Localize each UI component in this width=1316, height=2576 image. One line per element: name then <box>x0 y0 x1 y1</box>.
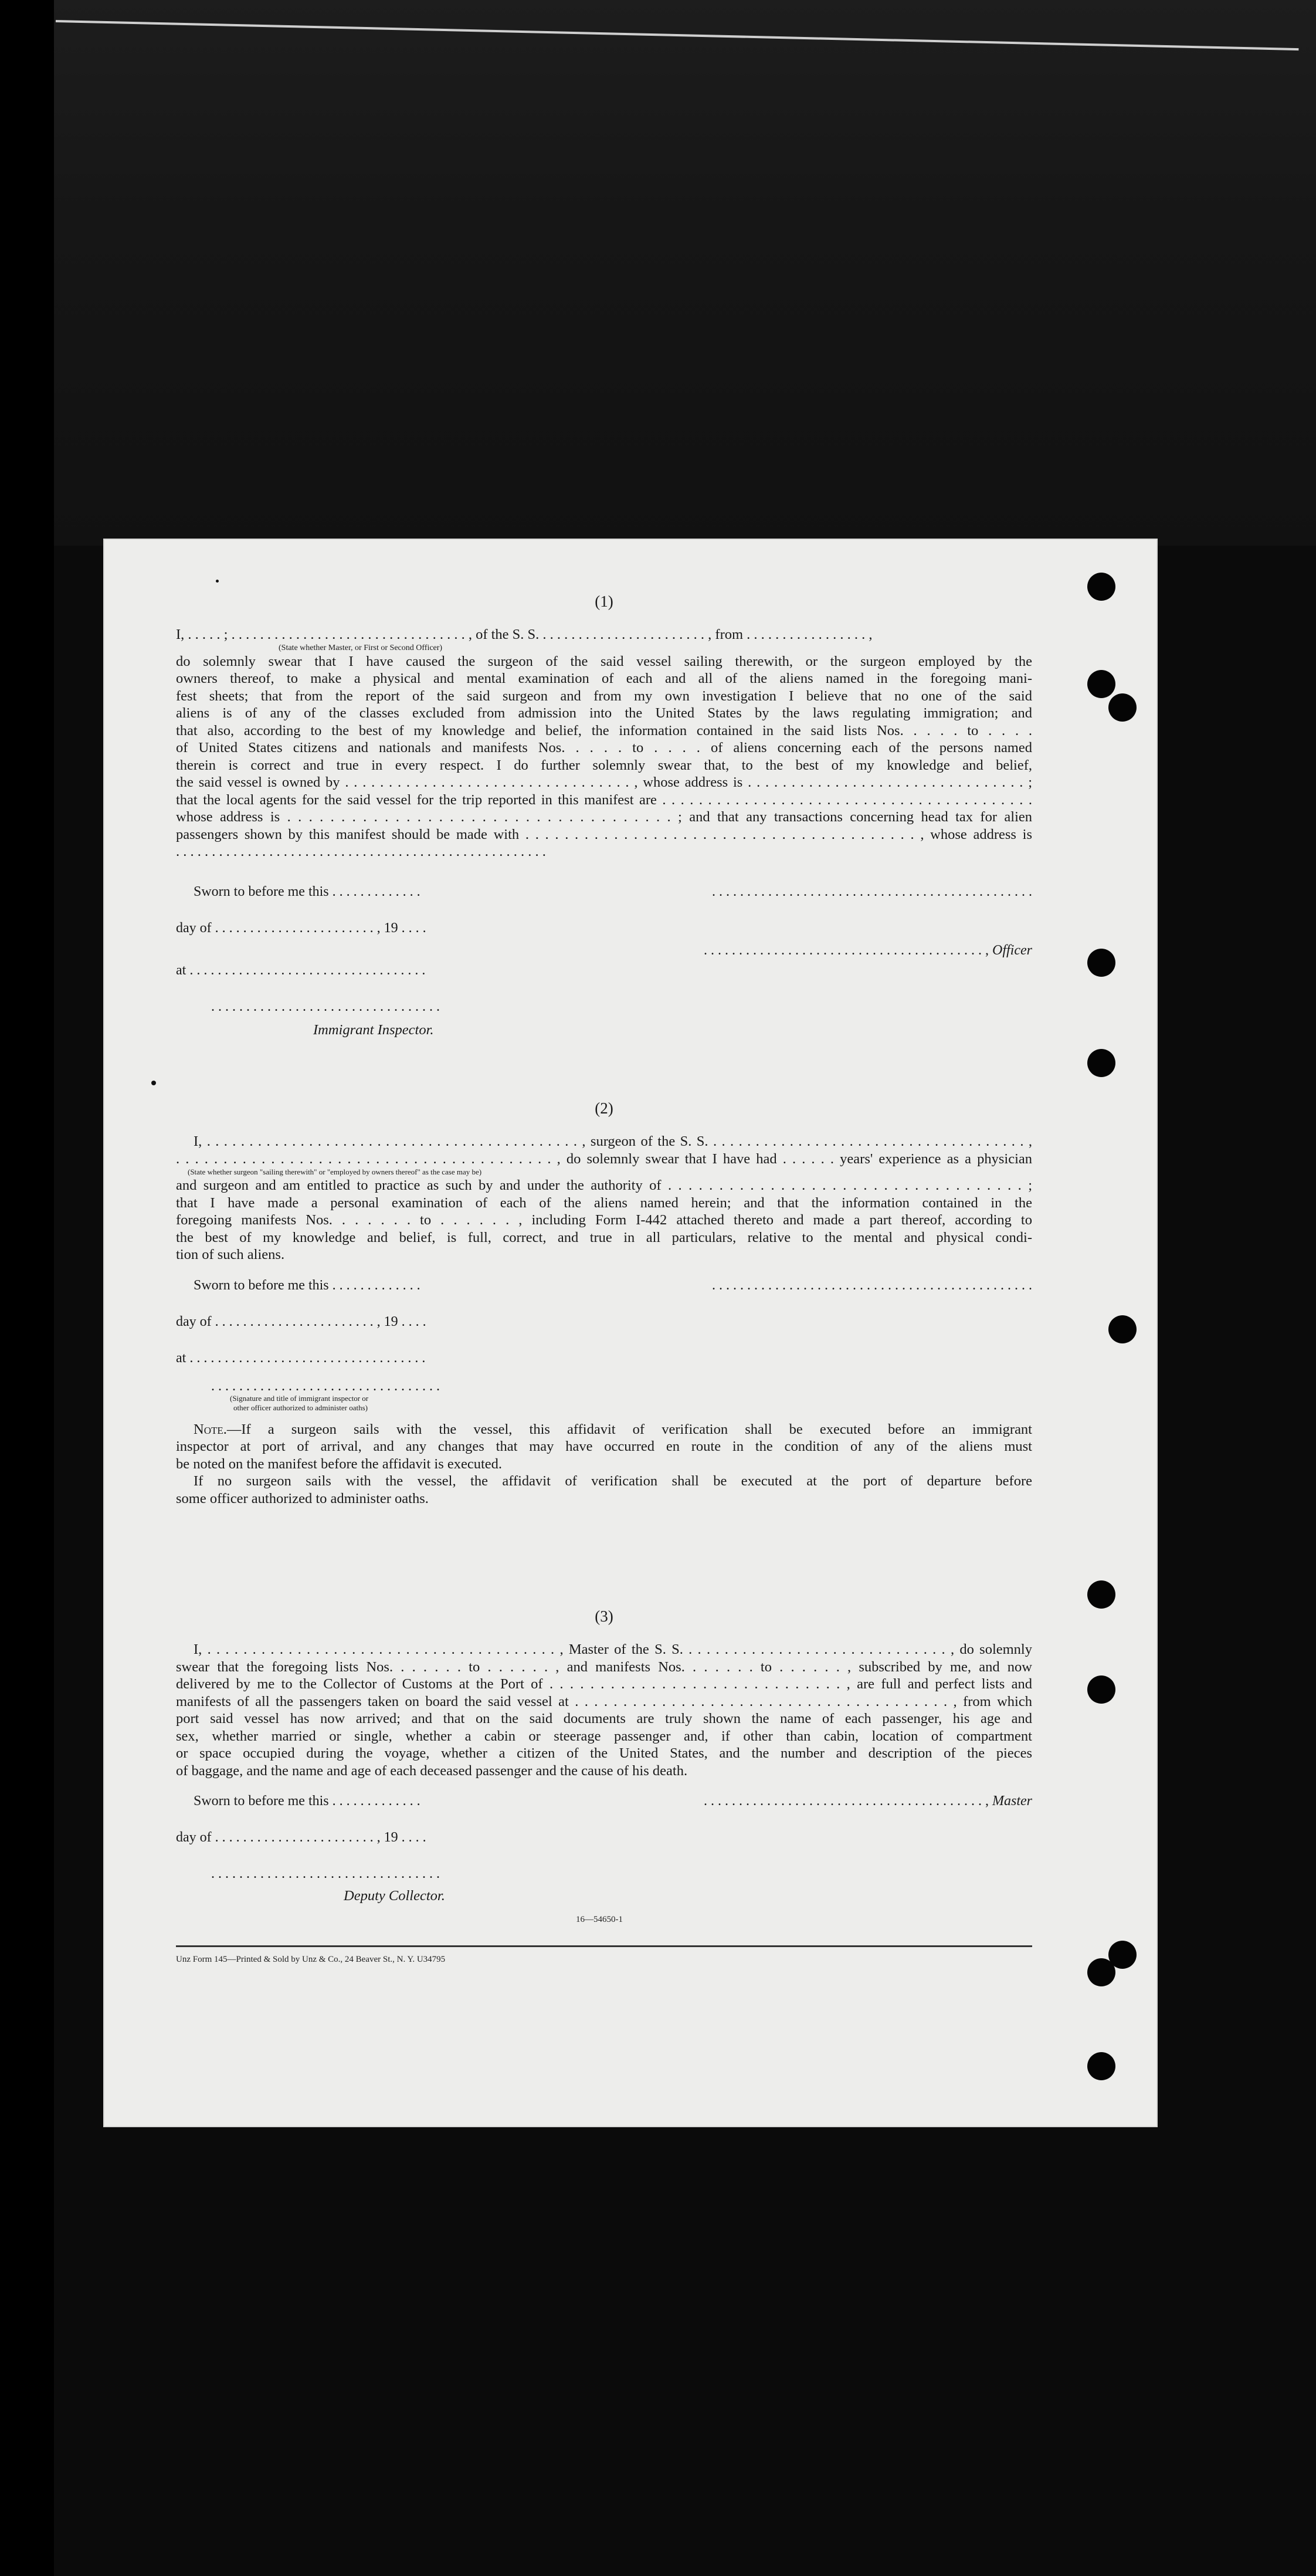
place-row <box>176 1350 1032 1370</box>
oath-body-line: I, . . . . . . . . . . . . . . . . . . . . . . . . . . . . . . . . . . . . . . . , Master of the S. S. . . . . . . . . . . . . . . . . . . . . . . . . . . . . . , do solemnly <box>194 1641 1032 1657</box>
officer-signature-line: . . . . . . . . . . . . . . . . . . . . . . . . . . . . . . . . . . . . . . . . , <box>704 942 993 958</box>
note-text: —If a surgeon sails with the vessel, this affidavit of verification shall be executed before an immigrant <box>226 1421 1032 1437</box>
date-row <box>176 1830 1032 1850</box>
oath-body-line: . . . . . . . . . . . . . . . . . . . . . . . . . . . . . . . . . . . . . . . . . . . . . . . . . . . . <box>176 844 546 859</box>
sworn-label: Sworn to before me this . . . . . . . . . . . . . <box>194 1277 420 1293</box>
form-number: 16—54650-1 <box>576 1915 623 1924</box>
printer-imprint: Unz Form 145—Printed & Sold by Unz & Co., 24 Beaver St., N. Y. U34795 <box>176 1955 446 1964</box>
note-line: inspector at port of arrival, and any changes that may have occurred en route in the condition of any of the aliens must <box>176 1438 1032 1454</box>
rank-instruction: (State whether Master, or First or Second Officer) <box>279 643 443 652</box>
day-of-label: day of . . . . . . . . . . . . . . . . . . . . . . . , 19 . . . . <box>176 1314 426 1329</box>
oath-body-line: owners thereof, to make a physical and mental examination of each and all of the aliens named in the foregoing mani- <box>176 671 1032 686</box>
date-row <box>176 1314 1032 1334</box>
section-3-master-manifest-oath <box>176 1607 1032 1905</box>
binder-hole <box>1108 693 1137 722</box>
day-of-label: day of . . . . . . . . . . . . . . . . . . . . . . . , 19 . . . . <box>176 1830 426 1845</box>
note-line <box>176 1421 1032 1438</box>
oath-body-line: fest sheets; that from the report of the said surgeon and from my own investigation I believe that no one of the said <box>176 688 1032 704</box>
oath-body-line: the best of my knowledge and belief, is full, correct, and true in all particulars, relative to the mental and physical condi- <box>176 1229 1032 1245</box>
oath-body-line: passengers shown by this manifest should be made with . . . . . . . . . . . . . . . . . . . . . . . . . . . . . . . . . . . . . . . . , whose address is <box>176 826 1032 842</box>
dust-speck <box>216 580 219 583</box>
sworn-row <box>176 1793 1032 1813</box>
oath-body-line: swear that the foregoing lists Nos. . . . . . . to . . . . . . , and manifests Nos. . . . . . . to . . . . . . , subscribed by me, and now <box>176 1658 1032 1675</box>
at-label: at . . . . . . . . . . . . . . . . . . . . . . . . . . . . . . . . . . <box>176 1350 426 1366</box>
officer-signature-line: . . . . . . . . . . . . . . . . . . . . . . . . . . . . . . . . . <box>211 1378 440 1394</box>
oath-body-line: do solemnly swear that I have caused the surgeon of the said vessel sailing therewith, or the surgeon employed by the <box>176 653 1032 669</box>
dust-speck <box>151 1081 156 1085</box>
oath-body-line: sex, whether married or single, whether a cabin or steerage passenger and, if other than cabin, location of compartment <box>176 1728 1032 1744</box>
signature-instruction: other officer authorized to administer oaths) <box>233 1403 368 1412</box>
section-number: (3) <box>595 1607 613 1625</box>
oath-body-line: port said vessel has now arrived; and that on the said documents are truly shown the name of each passenger, his age and <box>176 1711 1032 1727</box>
oath-body-line: that also, according to the best of my knowledge and belief, the information contained in the said lists Nos. . . . . to . . . . <box>176 722 1032 739</box>
collector-title: Deputy Collector. <box>344 1888 445 1904</box>
oath-body-line: the said vessel is owned by . . . . . . . . . . . . . . . . . . . . . . . . . . . . . . . . . , whose address is . . . . . . . . . . . . . . . . . . . . . . . . . . . . . . . . ; <box>176 774 1032 790</box>
oath-opening-line: I, . . . . . . . . . . . . . . . . . . . . . . . . . . . . . . . . . . . . . . . . . . . . , surgeon of the S. S. . . . . . . . . . . . . . . . . . . . . . . . . . . . . . . . . . . . . . , <box>194 1133 1032 1149</box>
section-number: (2) <box>595 1099 613 1117</box>
oath-body-line: delivered by me to the Collector of Customs at the Port of . . . . . . . . . . . . . . . . . . . . . . . . . . . . . , are full and perfect lists and <box>176 1676 1032 1692</box>
at-label: at . . . . . . . . . . . . . . . . . . . . . . . . . . . . . . . . . . <box>176 962 426 978</box>
signature-instruction: (Signature and title of immigrant inspector or <box>230 1393 369 1403</box>
affidavit-form-page <box>104 540 1156 2126</box>
date-row <box>176 920 1032 940</box>
oath-body-line: therein is correct and true in every respect. I do further solemnly swear that, to the best of my knowledge and belief, <box>176 757 1032 773</box>
binder-hole <box>1087 670 1115 698</box>
binder-hole <box>1087 573 1115 601</box>
binder-hole <box>1087 1049 1115 1077</box>
binder-hole <box>1087 949 1115 977</box>
inspector-signature-line: . . . . . . . . . . . . . . . . . . . . . . . . . . . . . . . . . <box>211 998 440 1014</box>
officer-title: Officer <box>992 942 1032 958</box>
sworn-label: Sworn to before me this . . . . . . . . . . . . . <box>194 884 420 899</box>
place-row <box>176 963 1032 983</box>
oath-body-line: of baggage, and the name and age of each deceased passenger and the cause of his death. <box>176 1762 688 1779</box>
oath-body-line: of United States citizens and nationals and manifests Nos. . . . . to . . . . of aliens concerning each of the persons named <box>176 740 1032 756</box>
officer-signature-row <box>176 1379 1032 1394</box>
binder-hole <box>1087 1675 1115 1704</box>
collector-signature-row <box>176 1866 1032 1886</box>
master-title: Master <box>992 1793 1032 1809</box>
signature-line: . . . . . . . . . . . . . . . . . . . . . . . . . . . . . . . . . . . . . . . . . . . . . . <box>712 884 1032 899</box>
oath-body-line: or space occupied during the voyage, whether a citizen of the United States, and the number and description of the pieces <box>176 1745 1032 1761</box>
binder-hole <box>1108 1315 1137 1343</box>
binder-hole <box>1087 1580 1115 1609</box>
sworn-row <box>176 1278 1032 1298</box>
surgeon-status-instruction: (State whether surgeon "sailing therewith" or "employed by owners thereof" as the case may be) <box>188 1167 482 1176</box>
oath-body-line: whose address is . . . . . . . . . . . . . . . . . . . . . . . . . . . . . . . . . . . . ; and that any transactions concerning head tax for alien <box>176 809 1032 825</box>
note-line: be noted on the manifest before the affidavit is executed. <box>176 1455 503 1472</box>
note-label: Note. <box>194 1421 227 1437</box>
oath-opening-line: . . . . . . . . . . . . . . . . . . . . . . . . . . . . . . . . . . . . . . . . , do solemnly swear that I have had . . . . . . years' experience as a physician <box>176 1150 1032 1167</box>
sworn-label: Sworn to before me this . . . . . . . . . . . . . <box>194 1793 420 1809</box>
inspector-title: Immigrant Inspector. <box>313 1021 434 1038</box>
sworn-row <box>176 884 1032 904</box>
note-line: If no surgeon sails with the vessel, the affidavit of verification shall be executed at the port of departure before <box>194 1473 1032 1489</box>
scanner-background <box>0 0 1316 546</box>
oath-body-line: that I have made a personal examination of each of the aliens named herein; and that the information contained in the <box>176 1194 1032 1211</box>
scanner-left-margin <box>0 0 54 2576</box>
oath-body-line: and surgeon and am entitled to practice as such by and under the authority of . . . . . . . . . . . . . . . . . . . . . . . . . . . . . . . . . . . ; <box>176 1177 1032 1193</box>
collector-signature-line: . . . . . . . . . . . . . . . . . . . . . . . . . . . . . . . . . <box>211 1866 440 1881</box>
section-2-surgeon-oath <box>176 1099 1032 1507</box>
binder-hole <box>1087 2052 1115 2080</box>
signature-line: . . . . . . . . . . . . . . . . . . . . . . . . . . . . . . . . . . . . . . . . . . . . . . <box>712 1277 1032 1293</box>
oath-body-line: foregoing manifests Nos. . . . . . . to . . . . . . , including Form I-442 attached thereto and made a part thereof, according to <box>176 1212 1032 1228</box>
oath-body-line: that the local agents for the said vessel for the trip reported in this manifest are . . . . . . . . . . . . . . . . . . . . . . . . . . . . . . . . . . . . . . . . . <box>176 791 1032 808</box>
oath-body-line: aliens is of any of the classes excluded from admission into the United States by the laws regulating immigration; and <box>176 705 1032 721</box>
officer-row <box>176 943 1032 963</box>
day-of-label: day of . . . . . . . . . . . . . . . . . . . . . . . , 19 . . . . <box>176 920 426 936</box>
master-signature-line: . . . . . . . . . . . . . . . . . . . . . . . . . . . . . . . . . . . . . . . . , <box>704 1793 992 1809</box>
oath-body-line: manifests of all the passengers taken on board the said vessel at . . . . . . . . . . . . . . . . . . . . . . . . . . . . . . . . . . . . . . . , from which <box>176 1693 1032 1710</box>
binder-hole <box>1087 1958 1115 1986</box>
inspector-signature-row <box>176 999 1032 1019</box>
footer-divider <box>176 1945 1032 1947</box>
oath-body-line: tion of such aliens. <box>176 1247 285 1262</box>
note-line: some officer authorized to administer oaths. <box>176 1490 429 1507</box>
oath-opening-line: I, . . . . . ; . . . . . . . . . . . . . . . . . . . . . . . . . . . . . . . . . , of the S. S. . . . . . . . . . . . . . . . . . . . . . . . , from . . . . . . . . . . . . . . . . . , <box>176 627 873 642</box>
section-number: (1) <box>595 593 613 610</box>
section-1-master-oath <box>176 593 1032 1038</box>
